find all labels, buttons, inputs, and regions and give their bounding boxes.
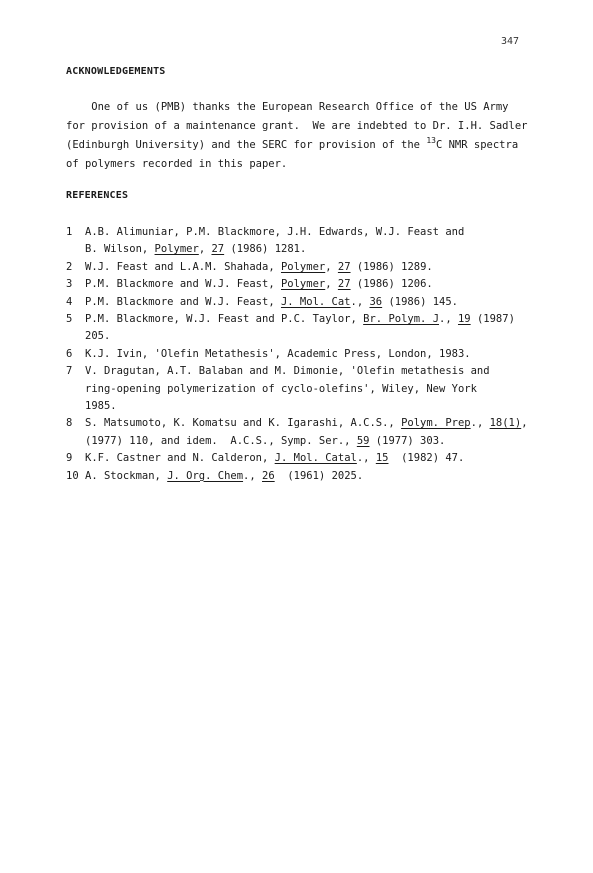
- reference-number: 7: [66, 365, 73, 378]
- reference-authors: P.M. Blackmore and W.J. Feast,: [85, 295, 281, 308]
- year-pages: (1986) 1289.: [350, 260, 433, 273]
- reference-item: [66, 224, 546, 259]
- journal-name: J. Org. Chem: [167, 469, 244, 482]
- reference-text: [85, 276, 546, 293]
- journal-name: Br. Polym. J: [363, 313, 440, 326]
- references-heading: REFERENCES: [66, 190, 129, 201]
- reference-text: [85, 311, 546, 328]
- reference-item: [66, 311, 546, 346]
- volume-number: 27: [337, 260, 351, 273]
- reference-text: 1985.: [85, 400, 117, 413]
- year-pages: (1987): [470, 313, 515, 326]
- reference-number: 2: [66, 260, 73, 273]
- reference-item: [66, 415, 546, 450]
- reference-number: 8: [66, 417, 73, 430]
- reference-authors: P.M. Blackmore, W.J. Feast and P.C. Taylor,: [85, 313, 364, 326]
- isotope-superscript: 13: [426, 136, 436, 145]
- reference-text: [85, 241, 546, 258]
- journal-name: Polymer: [280, 260, 326, 273]
- reference-text: ring-opening polymerization of cyclo-olefins', Wiley, New York: [85, 382, 477, 395]
- year-pages: (1986) 1206.: [350, 278, 433, 291]
- page-number: 347: [501, 36, 520, 47]
- punctuation: ,: [521, 417, 528, 430]
- reference-authors: B. Wilson,: [85, 243, 155, 256]
- reference-item: [66, 346, 546, 363]
- punctuation: ,: [325, 278, 338, 291]
- punctuation: .,: [356, 452, 376, 465]
- volume-number: 36: [369, 295, 383, 308]
- reference-text: A.B. Alimuniar, P.M. Blackmore, J.H. Edwards, W.J. Feast and: [85, 226, 465, 238]
- reference-item: [66, 276, 546, 293]
- reference-number: 5: [66, 313, 73, 326]
- reference-number: 3: [66, 278, 73, 291]
- volume-number: 27: [211, 243, 225, 256]
- year-pages: (1961) 2025.: [274, 469, 364, 482]
- reference-item: [66, 363, 546, 415]
- reference-text: [85, 294, 546, 311]
- reference-item: [66, 259, 546, 276]
- reference-text: [85, 468, 546, 485]
- reference-item: [66, 450, 546, 467]
- volume-number: 19: [457, 313, 471, 326]
- reference-item: [66, 294, 546, 311]
- journal-name: J. Mol. Catal: [274, 452, 357, 465]
- punctuation: .,: [243, 469, 263, 482]
- volume-number: 18(1): [489, 417, 522, 430]
- ack-text: (Edinburgh University) and the SERC for provision of the: [66, 139, 427, 151]
- reference-text: [85, 415, 546, 432]
- reference-item: [66, 468, 546, 485]
- ack-line: of polymers recorded in this paper.: [66, 158, 288, 170]
- reference-list: [66, 224, 546, 485]
- reference-number: 10: [66, 469, 79, 482]
- reference-text: 205.: [85, 330, 111, 343]
- reference-number: 4: [66, 295, 73, 308]
- year-pages: (1982) 47.: [388, 452, 465, 465]
- reference-authors: S. Matsumoto, K. Komatsu and K. Igarashi, A.C.S.,: [85, 417, 402, 430]
- reference-number: 1: [66, 226, 73, 238]
- punctuation: ,: [325, 260, 338, 273]
- reference-details: (1977) 110, and idem. A.C.S., Symp. Ser.,: [85, 434, 357, 447]
- ack-line: One of us (PMB) thanks the European Research Office of the US Army: [66, 101, 509, 113]
- reference-number: 6: [66, 347, 73, 360]
- volume-number: 59: [356, 434, 370, 447]
- journal-name: Polymer: [280, 278, 326, 291]
- punctuation: ,: [198, 243, 212, 256]
- journal-name: Polym. Prep: [401, 417, 471, 430]
- year-pages: (1986) 1281.: [224, 243, 307, 256]
- ack-line: [66, 136, 536, 155]
- acknowledgements-paragraph: [66, 98, 536, 174]
- ack-text: C NMR spectra: [435, 139, 519, 151]
- journal-name: J. Mol. Cat: [280, 295, 351, 308]
- reference-text: K.J. Ivin, 'Olefin Metathesis', Academic Press, London, 1983.: [85, 347, 471, 360]
- reference-authors: W.J. Feast and L.A.M. Shahada,: [85, 260, 281, 273]
- year-pages: (1986) 145.: [382, 295, 458, 308]
- reference-authors: K.F. Castner and N. Calderon,: [85, 452, 275, 465]
- ack-line: for provision of a maintenance grant. We are indebted to Dr. I.H. Sadler: [66, 120, 528, 132]
- punctuation: .,: [470, 417, 490, 430]
- volume-number: 15: [375, 452, 389, 465]
- reference-text: [85, 259, 546, 276]
- volume-number: 26: [262, 469, 275, 482]
- year-pages: (1977) 303.: [369, 434, 446, 447]
- volume-number: 27: [337, 278, 351, 291]
- reference-text: [85, 433, 546, 450]
- acknowledgements-heading: ACKNOWLEDGEMENTS: [66, 66, 166, 77]
- reference-authors: A. Stockman,: [85, 469, 168, 482]
- reference-authors: P.M. Blackmore and W.J. Feast,: [85, 278, 281, 291]
- punctuation: .,: [439, 313, 458, 326]
- reference-text: [85, 450, 546, 467]
- punctuation: .,: [350, 295, 370, 308]
- reference-number: 9: [66, 452, 73, 465]
- reference-text: V. Dragutan, A.T. Balaban and M. Dimonie, 'Olefin metathesis and: [85, 365, 490, 378]
- journal-name: Polymer: [154, 243, 199, 256]
